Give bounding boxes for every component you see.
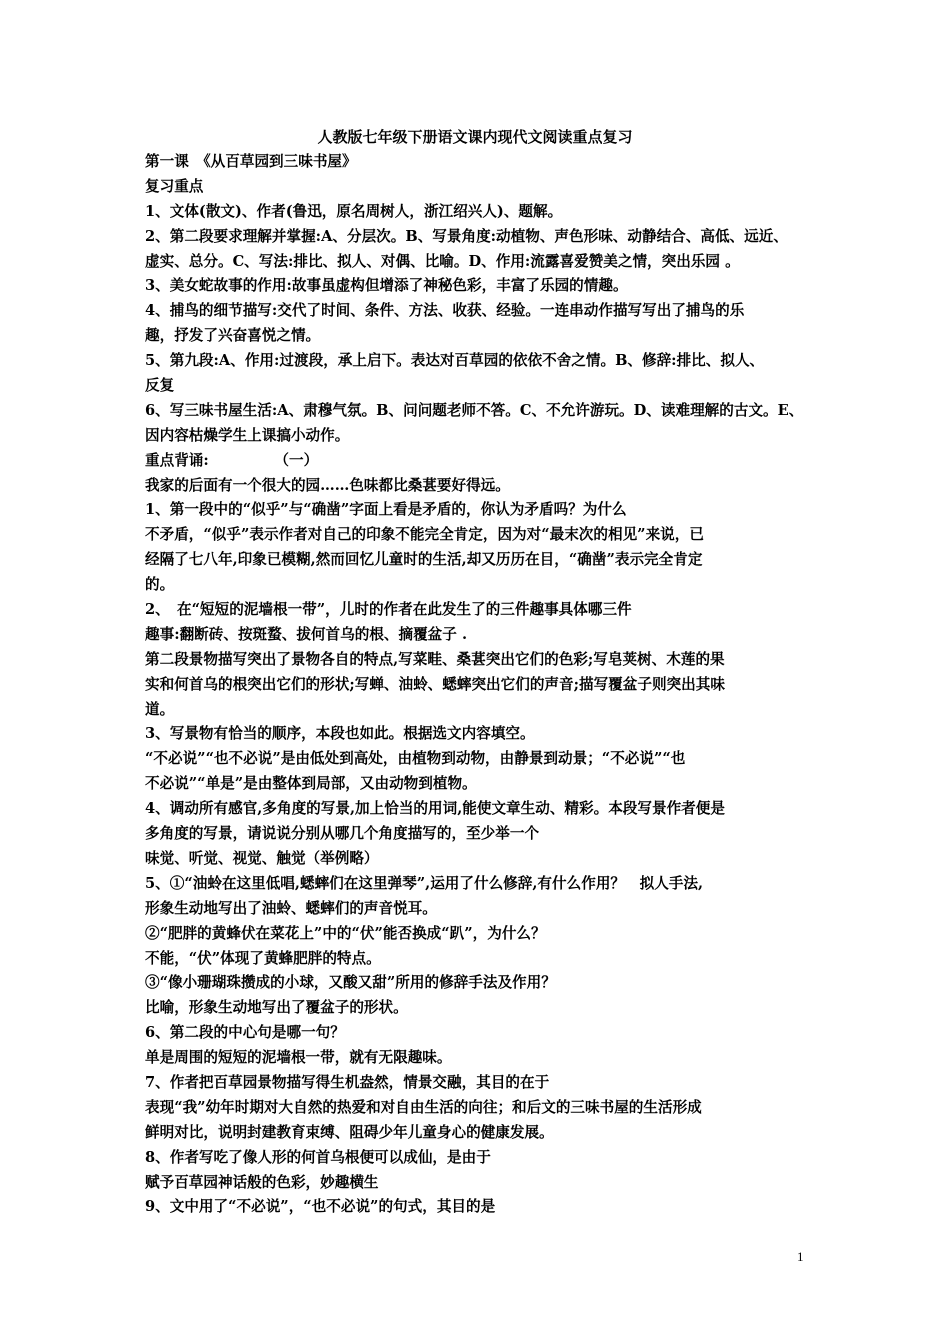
text-line: 单是周围的短短的泥墙根一带，就有无限趣味。 [145,1049,452,1067]
text-line: 我家的后面有一个很大的园……色味都比桑葚要好得远。 [145,476,510,494]
text-line: 味觉、听觉、视觉、触觉（举例略） [145,849,379,867]
text-line: “不必说”“也不必说”是由低处到高处，由植物到动物，由静景到动景；“不必说”“也 [145,750,686,768]
text-line: 3、美女蛇故事的作用:故事虽虚构但增添了神秘色彩，丰富了乐园的情趣。 [145,277,628,295]
text-line: 多角度的写景，请说说分别从哪几个角度描写的，至少举一个 [145,825,540,843]
text-line: 9、文中用了“不必说”，“也不必说”的句式，其目的是 [145,1198,496,1216]
text-line: 的。 [145,576,175,594]
text-line: 赋予百草园神话般的色彩，妙趣横生 [145,1173,379,1191]
text-line: 表现“我”幼年时期对大自然的热爱和对自由生活的向往；和后文的三味书屋的生活形成 [145,1098,702,1116]
text-line: 2、 在“短短的泥墙根一带”，儿时的作者在此发生了的三件趣事具体哪三件 [145,601,632,619]
text-line: 6、写三味书屋生活:A、肃穆气氛。B、问问题老师不答。C、不允许游玩。D、读难理解的古文。E、 [145,401,804,419]
text-line: ②“肥胖的黄蜂伏在菜花上”中的“伏”能否换成“趴”，为什么？ [145,924,546,942]
text-line: 不必说”“单是”是由整体到局部，又由动物到植物。 [145,775,477,793]
document-body [145,150,825,1220]
text-line: 4、捕鸟的细节描写:交代了时间、条件、方法、收获、经验。一连串动作描写写出了捕鸟的乐 [145,302,745,320]
page-title: 人教版七年级下册语文课内现代文阅读重点复习 [317,128,633,146]
text-line: ③“像小珊瑚珠攒成的小球，又酸又甜”所用的修辞手法及作用？ [145,974,556,992]
text-line: 不能，“伏”体现了黄蜂肥胖的特点。 [145,949,381,967]
text-line: 8、作者写吃了像人形的何首乌根便可以成仙，是由于 [145,1148,491,1166]
text-line: 2、第二段要求理解并掌握:A、分层次。B、写景角度:动植物、声色形味、动静结合、高低、远近、 [145,227,788,245]
text-line: 虚实、总分。C、写法:排比、拟人、对偶、比喻。D、作用:流露喜爱赞美之情，突出乐园 。 [145,252,740,270]
text-line: 鲜明对比，说明封建教育束缚、阻碍少年儿童身心的健康发展。 [145,1123,554,1141]
text-line: 实和何首乌的根突出它们的形状;写蝉、油蛉、蟋蟀突出它们的声音;描写覆盆子则突出其味 [145,675,725,693]
text-line: 因内容枯燥学生上课搞小动作。 [145,426,350,444]
text-line: 1、第一段中的“似乎”与“确凿”字面上看是矛盾的，你认为矛盾吗？为什么 [145,501,627,519]
text-line: 7、作者把百草园景物描写得生机盎然，情景交融，其目的在于 [145,1073,550,1091]
text-line: 3、写景物有恰当的顺序，本段也如此。根据选文内容填空。 [145,725,535,743]
text-line: 1、文体(散文)、作者(鲁迅，原名周树人，浙江绍兴人)、题解。 [145,202,563,220]
text-line: 形象生动地写出了油蛉、蟋蟀们的声音悦耳。 [145,899,437,917]
text-line: 5、第九段:A、作用:过渡段，承上启下。表达对百草园的依依不舍之情。B、修辞:排比、拟人、 [145,352,765,370]
text-line: 第二段景物描写突出了景物各自的特点,写菜畦、桑葚突出它们的色彩;写皂荚树、木莲的果 [145,650,725,668]
text-line: 4、调动所有感官,多角度的写景,加上恰当的用词,能使文章生动、精彩。本段写景作者便是 [145,800,725,818]
text-line: 反复 [145,377,175,395]
text-line: 复习重点 [145,177,204,195]
text-line: 比喻，形象生动地写出了覆盆子的形状。 [145,999,408,1017]
page-number: 1 [797,1249,804,1264]
text-line: 趣事:翻断砖、按斑蝥、拔何首乌的根、摘覆盆子 . [145,625,468,643]
text-line: 第一课 《从百草园到三味书屋》 [145,153,357,170]
text-line: 不矛盾，“似乎”表示作者对自己的印象不能完全肯定，因为对“最末次的相见”来说，已 [145,526,704,544]
text-line: 道。 [145,700,175,718]
text-line: 重点背诵: （一） [145,451,319,469]
text-line: 5、①“油蛉在这里低唱,蟋蟀们在这里弹琴”,运用了什么修辞,有什么作用？ 拟人手法, [145,874,704,892]
text-line: 经隔了七八年,印象已模糊,然而回忆儿童时的生活,却又历历在目，“确凿”表示完全肯定 [145,551,703,569]
text-line: 趣，抒发了兴奋喜悦之情。 [145,327,321,345]
text-line: 6、第二段的中心句是哪一句？ [145,1024,345,1042]
